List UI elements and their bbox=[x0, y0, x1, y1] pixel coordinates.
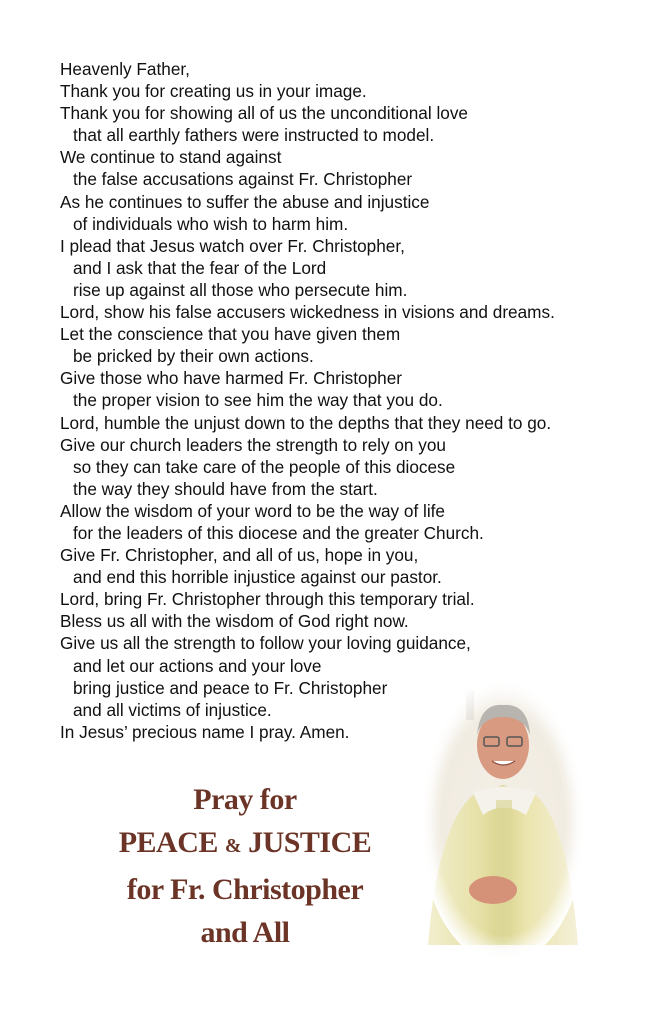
prayer-line: Give those who have harmed Fr. Christopher bbox=[60, 368, 403, 389]
prayer-line: and let our actions and your love bbox=[73, 655, 322, 676]
title-line-3: for Fr. Christopher bbox=[126, 873, 364, 906]
title-justice: JUSTICE bbox=[241, 826, 372, 859]
prayer-line: so they can take care of the people of this diocese bbox=[73, 456, 456, 477]
prayer-line: Allow the wisdom of your word to be the way of life bbox=[60, 500, 445, 521]
title-peace: PEACE bbox=[118, 826, 225, 859]
prayer-line: Bless us all with the wisdom of God right now. bbox=[60, 611, 409, 632]
title-line-1: Pray for bbox=[193, 783, 297, 816]
prayer-line: that all earthly fathers were instructed to model. bbox=[73, 125, 435, 146]
prayer-line: and I ask that the fear of the Lord bbox=[73, 257, 327, 278]
prayer-line: Lord, show his false accusers wickedness in visions and dreams. bbox=[60, 302, 555, 323]
prayer-line: We continue to stand against bbox=[60, 147, 282, 168]
prayer-line: Thank you for creating us in your image. bbox=[60, 81, 367, 102]
title-line-4: and All bbox=[200, 916, 290, 949]
prayer-line: Lord, bring Fr. Christopher through this temporary trial. bbox=[60, 589, 475, 610]
prayer-line: As he continues to suffer the abuse and injustice bbox=[60, 191, 430, 212]
prayer-line: Give us all the strength to follow your loving guidance, bbox=[60, 633, 471, 654]
prayer-text bbox=[60, 58, 620, 743]
prayer-line: of individuals who wish to harm him. bbox=[73, 213, 349, 234]
prayer-line: the proper vision to see him the way that you do. bbox=[73, 390, 443, 411]
prayer-line: for the leaders of this diocese and the greater Church. bbox=[73, 522, 484, 543]
prayer-line: Give our church leaders the strength to rely on you bbox=[60, 434, 446, 455]
prayer-line: rise up against all those who persecute him. bbox=[73, 279, 408, 300]
prayer-line: bring justice and peace to Fr. Christopher bbox=[73, 677, 388, 698]
prayer-line: be pricked by their own actions. bbox=[73, 346, 314, 367]
title-line-2 bbox=[95, 821, 395, 868]
title-ampersand: & bbox=[224, 835, 242, 857]
prayer-line: the way they should have from the start. bbox=[73, 478, 378, 499]
priest-portrait-photo bbox=[418, 675, 588, 965]
prayer-line: Lord, humble the unjust down to the depths that they need to go. bbox=[60, 412, 552, 433]
prayer-line: Heavenly Father, bbox=[60, 59, 190, 79]
prayer-line: In Jesus’ precious name I pray. Amen. bbox=[60, 721, 350, 742]
prayer-line: and end this horrible injustice against our pastor. bbox=[73, 567, 442, 588]
prayer-line: the false accusations against Fr. Christopher bbox=[73, 169, 413, 190]
pray-for-title bbox=[95, 778, 395, 954]
prayer-line: Let the conscience that you have given them bbox=[60, 324, 401, 345]
prayer-line: and all victims of injustice. bbox=[73, 699, 272, 720]
prayer-line: I plead that Jesus watch over Fr. Christopher, bbox=[60, 235, 405, 256]
prayer-line: Thank you for showing all of us the unconditional love bbox=[60, 103, 468, 124]
prayer-line: Give Fr. Christopher, and all of us, hope in you, bbox=[60, 545, 419, 566]
